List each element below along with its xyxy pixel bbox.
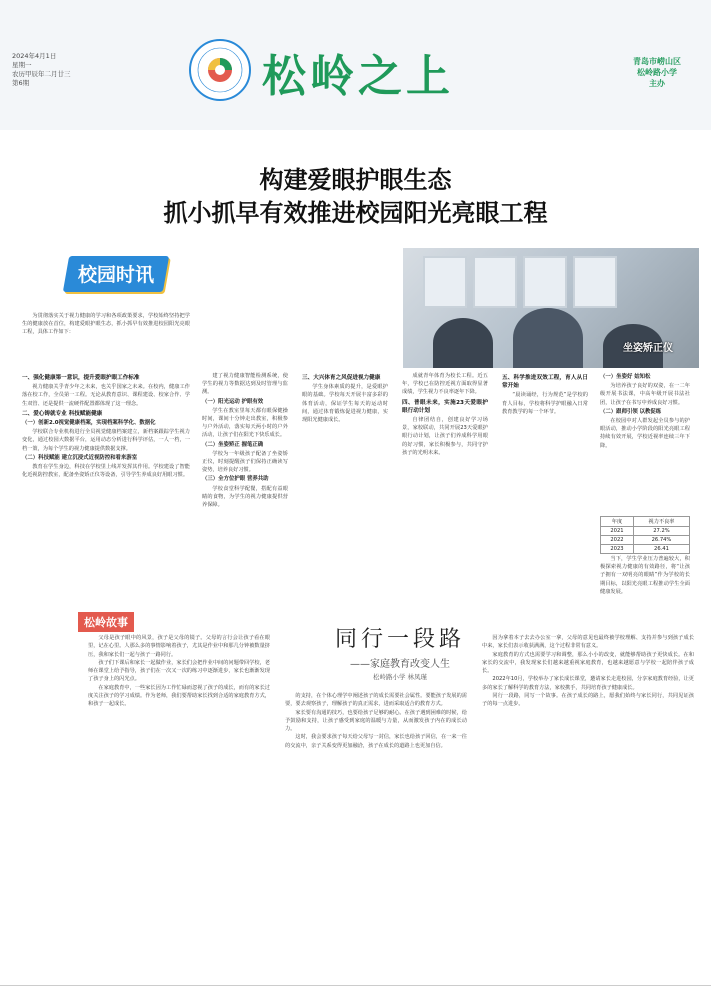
- article-column-1: 一、强化健康第一意识，提升爱眼护眼工作标准 视力健康关乎青少年之未来，也关乎国家之未来。在校内，健康工作落在校工作，全员第一工程。无论从教育意识、课程建设、校家合作、学生双管、还是提供一流硬件配置都体现了这一理念。 二、爱心铸就专业 科技赋能健康 （一）创新2.0视觉健康档案，实现档案科学化、数据化 学校联合专业机构进行全员视觉健康档案建立，新档案跟踪学生视力变化，通过校园大数据平台，运用动态分析进行科学评估，一人一档，一档一策，为每个学生的视力健康提供数据支撑。 （二）科技赋能 建立沉浸式近视防控和看来游室 教育在学生身边，科技在学校里上线并发挥其作用。学校建设了智能化近视防控教室，配备坐姿矫正仪等设备，引导学生养成良好用眼习惯。: [22, 375, 190, 479]
- article-column-6-end: 当下，学生学业压力普遍较大，积极探索视力健康的有效路径，将“让孩子拥有一双明亮的眼睛”作为学校的长期目标，以阳光亮眼工程推动学生全面健康发展。: [600, 556, 690, 595]
- section-heading: 三、大兴体育之风促进视力健康: [302, 375, 381, 381]
- story-byline: 松岭路小学 林凤瑾: [372, 673, 428, 681]
- issue-weekday: 星期一: [12, 61, 32, 69]
- story-title: 同行一段路: [334, 627, 465, 652]
- masthead-title: 松岭之上: [262, 51, 454, 102]
- article-column-5: 五、科学推进双效工程，育人从日常开始 “晨读诵经，行为规范”是学校的育人目标，学校将科学护眼融入日常教育教学的每一个环节。: [502, 375, 588, 415]
- table-header-rate: 视力不良率: [633, 517, 689, 527]
- table-row: 2022 26.74%: [601, 536, 690, 545]
- classroom-photo: [403, 248, 699, 368]
- issue-info: [12, 52, 71, 88]
- section-tag-label: 校园时讯: [77, 264, 154, 286]
- article-column-2: 建了视力健康智能检测系统，使学生的视力等数据达到及时管理与监测。 （一）阳光运动 护眼有效 学生在教室里每天都有眼保健操时间，课间十分钟走出教室，积极参与户外活动，落实每天两小时的户外活动，让孩子们在阳光下快乐成长。 （二）坐姿矫正 握笔正确 学校为一年级孩子配备了坐姿矫正仪，时刻提醒孩子们保持正确读写姿势，培养良好习惯。 （三）全方位护眼 营养共助 学校食堂科学配餐，搭配有益眼睛的食物，为学生的视力健康提供营养保障。: [202, 373, 288, 509]
- subsection-heading: （一）创新2.0视觉健康档案，实现档案科学化、数据化: [22, 420, 156, 427]
- page-bottom-rule: [0, 985, 711, 986]
- vision-rate-table: [600, 516, 690, 554]
- story-subtitle: ——家庭教育改变人生: [350, 659, 450, 670]
- subsection-heading: （二）科技赋能 建立沉浸式近视防控和看来游室: [22, 454, 138, 461]
- issue-date: 2024年4月1日: [12, 52, 57, 60]
- subsection-heading: （二）坐姿矫正 握笔正确: [202, 441, 264, 448]
- table-header-year: 年度: [601, 517, 634, 527]
- issue-number: 第6期: [12, 79, 30, 87]
- story-column-1: 父母是孩子眼中的风景，孩子是父母的镜子。父母的言行会让孩子看在眼里，记在心里。人那么多的事情影响着孩子，尤其是作业中和那几分钟被数量挤压，我和家长们一起与孩子一路同行。 孩子们下课后和家长一起做作业，家长们会把作业中间的问题带回学校，老师在课堂上给予指导，孩子们在一次又一次的练习中逐渐进步，家长也渐渐发现了孩子身上的闪光点。 在家庭教育中，一些家长因为工作忙碌而忽视了孩子的成长，而有的家长过度关注孩子的学习成绩。作为老师，我们要帮助家长找到合适的家庭教育方式，和孩子一起成长。: [88, 635, 270, 708]
- headline-line-1: 构建爱眼护眼生态: [259, 165, 452, 194]
- article-column-3: 三、大兴体育之风促进视力健康 学生身体素质的提升，是爱眼护眼的基础。学校每天开展丰富多彩的体育活动，保证学生每天的运动时间，通过体育锻炼促进视力健康，实现阳光健康成长。: [302, 375, 388, 424]
- subsection-heading: （三）全方位护眼 营养共助: [202, 476, 269, 483]
- section-heading: 一、强化健康第一意识，提升爱眼护眼工作标准: [22, 375, 140, 381]
- section-tag-campus-news: [66, 256, 166, 292]
- table-row: 2021 27.2%: [601, 527, 690, 536]
- intro-paragraph: 为贯彻落实关于视力健康的学习和各项政策要求，学校始终坚持把学生的健康放在首位，构建爱眼护眼生态，抓小抓早有效推进校园阳光亮眼工程，具体工作如下：: [22, 313, 190, 336]
- section-heading: 四、普眼未来，实施23天爱眼护眼行动计划: [402, 399, 488, 414]
- subsection-heading: （一）阳光运动 护眼有效: [202, 398, 264, 405]
- subsection-heading: （一）坐姿好 姑知松: [600, 374, 651, 380]
- table-header-row: [601, 517, 690, 527]
- table-row: 2023 26.41: [601, 545, 690, 554]
- headline-line-2: 抓小抓早有效推进校园阳光亮眼工程: [163, 198, 548, 227]
- story-column-2: 的支持，在个体心理学中阐述孩子的成长需要社会属性。要能孩子发展的需要，要去观察孩子，理解孩子的真正需求，进而采取适合的教育方式。 家长要有沟通的技巧，也要给孩子足够的耐心。在孩子遇到困难的时候，给予鼓励和支持，让孩子感受到家庭的温暖与力量，从而激发孩子内在的成长动力。 这时，我会要求孩子每天给父母写一封信，家长也给孩子回信，在一来一往的交流中，亲子关系变得更加融洽，孩子在成长的道路上也更加自信。: [285, 693, 467, 749]
- story-title-block: [285, 622, 515, 681]
- article-column-6: （一）坐姿好 姑知松 为培养孩子良好的双姿，在一二年级开展书法课，中高年级开展书法社团，让孩子在书写中养成良好习惯。 （二）跟师引领 以教促练 在校园中对人群发起全员参与的护眼活动，推动小学阶段的阳光亮眼工程持续有效开展，学校近视率连续三年下降。: [600, 374, 690, 449]
- section-heading: 五、科学推进双效工程，育人从日常开始: [502, 375, 588, 390]
- story-column-3: 因为拿着本子去去办公室一拿，父母的意见也最终被学校理解、支持并参与到孩子成长中来，家长们表示收获满满，这个过程非常有意义。 家庭教育的方式也需要学习和调整，那么小小的改变，就能够帮助孩子更快成长。在和家长的交流中，我发现家长们越来越重视家庭教育，也越来越愿意与学校一起陪伴孩子成长。 2022年10月，学校举办了家长成长课堂，邀请家长走进校园，分享家庭教育经验，让更多的家长了解科学的教育方法，家校携手，共同培育孩子健康成长。 同行一段路，同写一个故事。在孩子成长的路上，愿我们始终与家长同行，共同见证孩子的每一点进步。: [482, 635, 694, 708]
- publisher-role: 主办: [649, 79, 665, 88]
- photo-caption: 坐姿矫正仪: [623, 343, 673, 354]
- issue-lunar-date: 农历甲辰年二月廿三: [12, 70, 71, 78]
- publisher-info: [633, 56, 681, 89]
- section-heading: 二、爱心铸就专业 科技赋能健康: [22, 410, 103, 417]
- publisher-district: 青岛市崂山区: [633, 57, 681, 66]
- publisher-school: 松岭路小学: [637, 68, 677, 77]
- school-logo: [188, 38, 252, 102]
- main-headline: [0, 164, 711, 230]
- section-tag-story: 松岭故事: [78, 612, 134, 632]
- article-column-4: 成就青年体育为校长工程。近五年，学校已在防控近视方面取得显著成绩，学生视力不良率逐年下降。 四、普眼未来，实施23天爱眼护眼行动计划 自律团结自，创建良好学习场景，家校联动，共同开展23天爱眼护眼行动计划，让孩子们养成科学用眼的好习惯，家长积极参与，共同守护孩子的光明未来。: [402, 373, 488, 456]
- subsection-heading: （二）跟师引领 以教促练: [600, 408, 662, 415]
